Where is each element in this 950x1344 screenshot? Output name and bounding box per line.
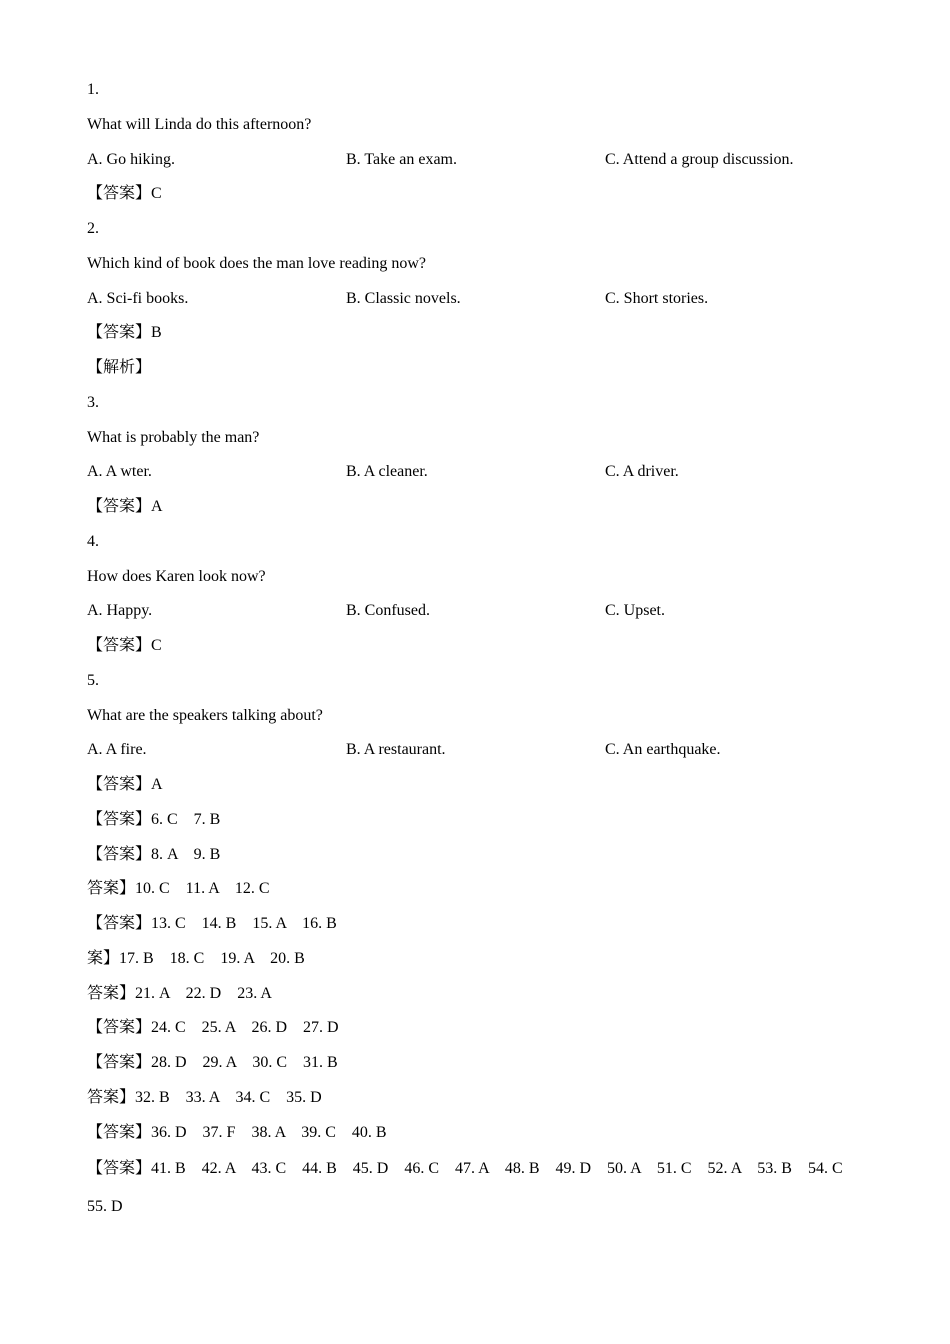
options-row — [87, 282, 877, 317]
option-a: A. Happy. — [87, 602, 153, 620]
option-c: C. Attend a group discussion. — [605, 150, 794, 168]
option-a: A. A wter. — [87, 463, 152, 481]
question-number: 3. — [87, 393, 99, 411]
question-number: 1. — [87, 81, 99, 98]
option-b: B. A restaurant. — [346, 741, 446, 759]
answer-line: 【答案】28. D 29. A 30. C 31. B — [87, 1054, 338, 1071]
options-row — [87, 143, 877, 178]
question-text: What is probably the man? — [87, 428, 260, 446]
answer-line: 【答案】8. A 9. B — [87, 845, 221, 863]
option-b: B. Take an exam. — [346, 150, 457, 168]
answer-line: 【答案】13. C 14. B 15. A 16. B — [87, 915, 337, 932]
option-c: C. An earthquake. — [605, 741, 721, 759]
options-row — [87, 733, 877, 768]
option-b: B. Confused. — [346, 602, 430, 620]
answer-line: 【答案】B — [87, 324, 162, 342]
option-b: B. A cleaner. — [346, 463, 428, 481]
options-row — [87, 455, 877, 490]
option-a: A. Go hiking. — [87, 150, 175, 168]
question-text: What will Linda do this afternoon? — [87, 115, 312, 133]
options-row — [87, 594, 877, 629]
option-c: C. Short stories. — [605, 289, 709, 307]
question-number: 2. — [87, 220, 99, 237]
answer-line: 【答案】6. C 7. B — [87, 810, 221, 828]
answer-line: 答案】10. C 11. A 12. C — [87, 880, 270, 898]
option-c: C. A driver. — [605, 463, 679, 481]
question-text: How does Karen look now? — [87, 567, 266, 585]
answer-line: 答案】32. B 33. A 34. C 35. D — [87, 1088, 322, 1106]
answer-line: 【答案】A — [87, 776, 163, 793]
answer-line: 【答案】24. C 25. A 26. D 27. D — [87, 1019, 339, 1037]
question-list — [87, 73, 877, 803]
option-a: A. Sci-fi books. — [87, 289, 189, 307]
option-b: B. Classic novels. — [346, 289, 461, 307]
question-number: 5. — [87, 671, 99, 689]
answer-line: 【答案】36. D 37. F 38. A 39. C 40. B — [87, 1123, 387, 1141]
option-a: A. A fire. — [87, 741, 147, 759]
answer-line: 【答案】C — [87, 637, 162, 654]
question-number: 4. — [87, 532, 99, 550]
document-body — [87, 73, 877, 1226]
option-c: C. Upset. — [605, 602, 665, 620]
final-answer-line: 【答案】41. B 42. A 43. C 44. B 45. D 46. C 47. A 48. B 49. D 50. A 51. C 52. A 53. B 54. C 55. D — [87, 1160, 859, 1216]
answer-key — [87, 803, 877, 1151]
question-text: Which kind of book does the man love reading now? — [87, 254, 427, 272]
question-text: What are the speakers talking about? — [87, 706, 323, 724]
answer-line: 【答案】A — [87, 498, 163, 515]
answer-line: 答案】21. A 22. D 23. A — [87, 984, 272, 1002]
answer-line: 【答案】C — [87, 185, 162, 203]
answer-line: 案】17. B 18. C 19. A 20. B — [87, 949, 305, 967]
analysis-label: 【解析】 — [87, 359, 152, 376]
